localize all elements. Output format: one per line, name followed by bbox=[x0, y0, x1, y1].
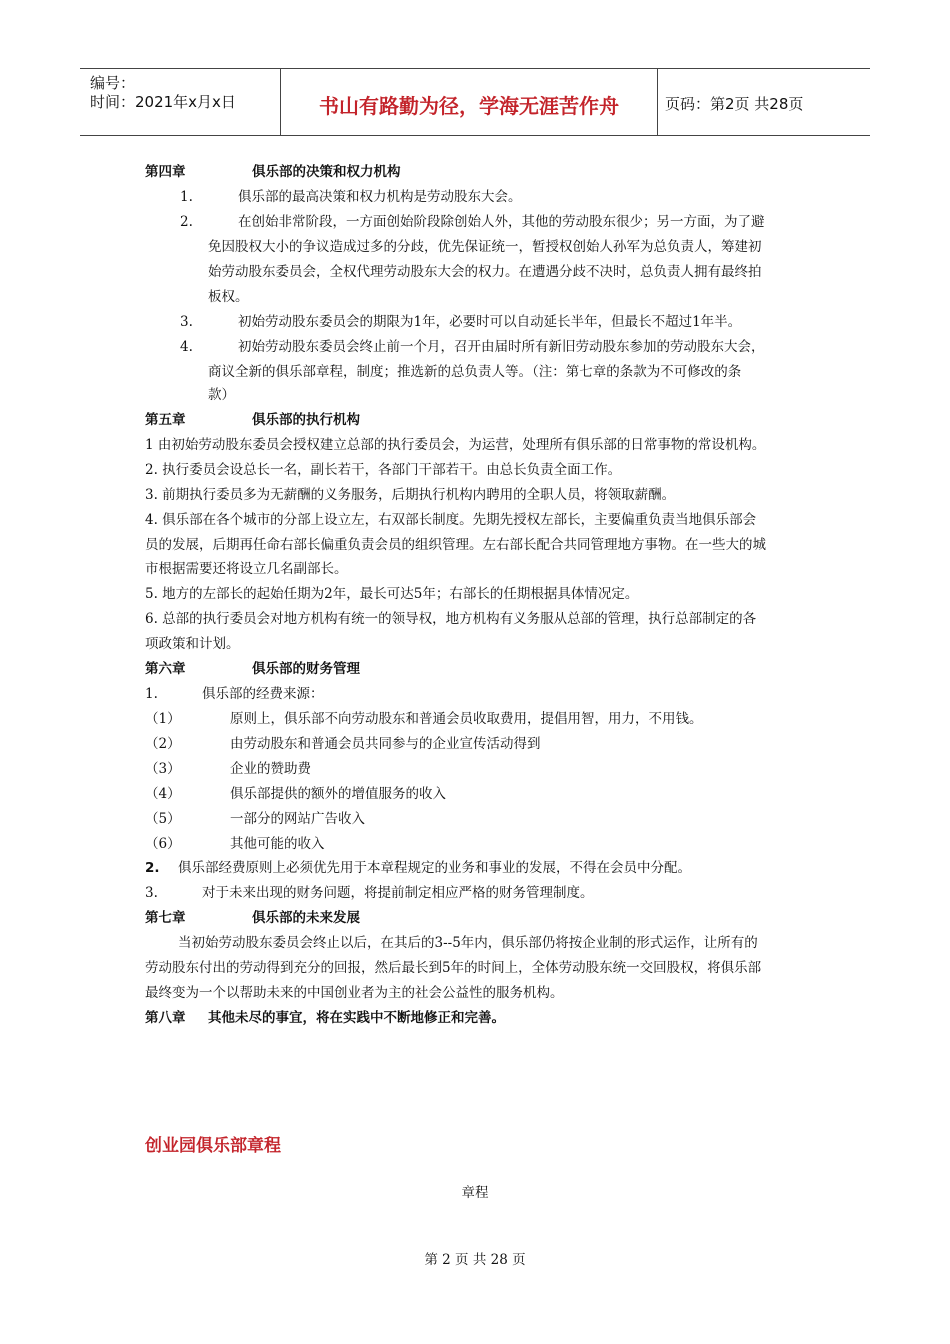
ch7-line-3: 最终变为一个以帮助未来的中国创业者为主的社会公益性的服务机构。 bbox=[145, 985, 564, 1001]
chapter-6-title: 俱乐部的财务管理 bbox=[252, 661, 360, 677]
ch5-line-6: 市根据需要还将设立几名副部长。 bbox=[145, 561, 348, 577]
ch7-line-2: 劳动股东付出的劳动得到充分的回报，然后最长到5年的时间上，全体劳动股东统一交回股权，将俱乐部 bbox=[145, 960, 762, 976]
ch7-line-1: 当初始劳动股东委员会终止以后，在其后的3--5年内，俱乐部仍将按企业制的形式运作，让所有的 bbox=[178, 935, 758, 951]
chapter-7-title: 俱乐部的未来发展 bbox=[252, 910, 360, 926]
header-bottom-border bbox=[80, 135, 870, 136]
ch6-source-3-number: （3） bbox=[145, 761, 181, 777]
ch6-item-1-number: 1. bbox=[145, 686, 158, 702]
ch6-source-4-text: 俱乐部提供的额外的增值服务的收入 bbox=[230, 786, 446, 802]
ch4-item-2-line-3: 始劳动股东委员会，全权代理劳动股东大会的权力。在遭遇分歧不决时，总负责人拥有最终拍 bbox=[208, 264, 762, 280]
header-divider-right bbox=[657, 68, 658, 136]
ch4-item-1-number: 1. bbox=[180, 189, 193, 205]
chapter-8-number: 第八章 bbox=[145, 1010, 186, 1026]
ch4-item-3-text: 初始劳动股东委员会的期限为1年，必要时可以自动延长半年，但最长不超过1年半。 bbox=[238, 314, 742, 330]
ch6-item-2-text: 俱乐部经费原则上必须优先用于本章程规定的业务和事业的发展，不得在会员中分配。 bbox=[178, 860, 691, 876]
ch6-source-2-text: 由劳动股东和普通会员共同参与的企业宣传活动得到 bbox=[230, 736, 541, 752]
ch6-source-4-number: （4） bbox=[145, 786, 181, 802]
ch6-item-3-text: 对于未来出现的财务问题，将提前制定相应严格的财务管理制度。 bbox=[202, 885, 594, 901]
ch6-item-1-text: 俱乐部的经费来源： bbox=[202, 686, 324, 702]
ch4-item-1-text: 俱乐部的最高决策和权力机构是劳动股东大会。 bbox=[238, 189, 522, 205]
ch4-item-2-line-4: 板权。 bbox=[208, 289, 249, 305]
chapter-5-number: 第五章 bbox=[145, 412, 186, 428]
ch5-line-1: 1 由初始劳动股东委员会授权建立总部的执行委员会，为运营，处理所有俱乐部的日常事物的常设机构。 bbox=[145, 437, 766, 453]
chapter-5-title: 俱乐部的执行机构 bbox=[252, 412, 360, 428]
chapter-8-title: 其他未尽的事宜，将在实践中不断地修正和完善。 bbox=[208, 1010, 505, 1026]
header-motto: 书山有路勤为径，学海无涯苦作舟 bbox=[319, 94, 619, 118]
ch6-source-6-text: 其他可能的收入 bbox=[230, 836, 325, 852]
chapter-7-number: 第七章 bbox=[145, 910, 186, 926]
ch6-source-2-number: （2） bbox=[145, 736, 181, 752]
ch6-source-1-text: 原则上，俱乐部不向劳动股东和普通会员收取费用，提倡用智，用力，不用钱。 bbox=[230, 711, 703, 727]
ch6-source-3-text: 企业的赞助费 bbox=[230, 761, 311, 777]
chapter-4-title: 俱乐部的决策和权力机构 bbox=[252, 164, 401, 180]
chapter-6-number: 第六章 bbox=[145, 661, 186, 677]
header-number-label: 编号： bbox=[90, 74, 136, 92]
ch6-source-5-number: （5） bbox=[145, 811, 181, 827]
ch4-item-3-number: 3. bbox=[180, 314, 193, 330]
ch5-line-2: 2. 执行委员会设总长一名，副长若干，各部门干部若干。由总长负责全面工作。 bbox=[145, 462, 622, 478]
ch6-item-2-number: 2. bbox=[145, 860, 160, 876]
header-divider-left bbox=[280, 68, 281, 136]
ch4-item-2-line-1: 在创始非常阶段，一方面创始阶段除创始人外，其他的劳动股东很少；另一方面，为了避 bbox=[238, 214, 765, 230]
ch5-line-7: 5. 地方的左部长的起始任期为2年，最长可达5年；右部长的任期根据具体情况定。 bbox=[145, 586, 639, 602]
ch4-item-2-line-2: 免因股权大小的争议造成过多的分歧，优先保证统一，暂授权创始人孙军为总负责人，筹建初 bbox=[208, 239, 762, 255]
ch5-line-8: 6. 总部的执行委员会对地方机构有统一的领导权，地方机构有义务服从总部的管理，执行总部制定的各 bbox=[145, 611, 757, 627]
ch4-item-4-line-2: 商议全新的俱乐部章程，制度；推选新的总负责人等。（注：第七章的条款为不可修改的条 bbox=[208, 364, 742, 380]
ch4-item-4-line-1: 初始劳动股东委员会终止前一个月，召开由届时所有新旧劳动股东参加的劳动股东大会， bbox=[238, 339, 765, 355]
next-document-title: 创业园俱乐部章程 bbox=[145, 1136, 281, 1156]
header-time: 时间：2021年x月x日 bbox=[90, 93, 236, 111]
section-subtitle: 章程 bbox=[461, 1185, 489, 1201]
ch5-line-4: 4. 俱乐部在各个城市的分部上设立左，右双部长制度。先期先授权左部长，主要偏重负责当地俱乐部会 bbox=[145, 512, 757, 528]
header-top-border bbox=[80, 68, 870, 69]
ch5-line-3: 3. 前期执行委员多为无薪酬的义务服务，后期执行机构内聘用的全职人员，将领取薪酬。 bbox=[145, 487, 676, 503]
ch4-item-4-number: 4. bbox=[180, 339, 193, 355]
chapter-4-number: 第四章 bbox=[145, 164, 186, 180]
ch4-item-4-line-3: 款） bbox=[208, 387, 235, 403]
ch4-item-2-number: 2. bbox=[180, 214, 193, 230]
ch6-item-3-number: 3. bbox=[145, 885, 158, 901]
header-page-info: 页码：第2页 共28页 bbox=[665, 95, 804, 113]
ch6-source-1-number: （1） bbox=[145, 711, 181, 727]
ch5-line-5: 员的发展，后期再任命右部长偏重负责会员的组织管理。左右部长配合共同管理地方事物。在一些大的城 bbox=[145, 537, 766, 553]
ch6-source-6-number: （6） bbox=[145, 836, 181, 852]
ch6-source-5-text: 一部分的网站广告收入 bbox=[230, 811, 365, 827]
ch5-line-9: 项政策和计划。 bbox=[145, 636, 240, 652]
page-footer: 第 2 页 共 28 页 bbox=[424, 1252, 526, 1268]
